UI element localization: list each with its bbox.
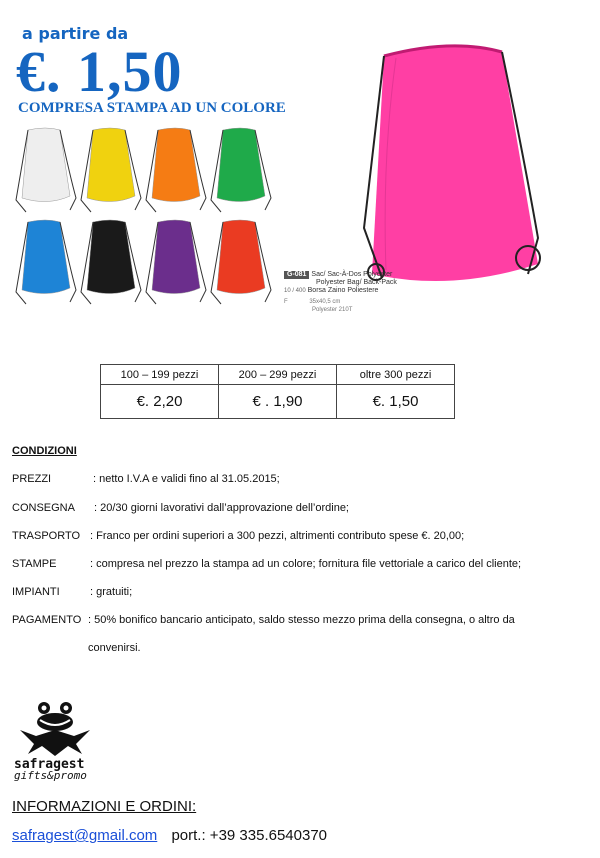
product-size: 35x40,5 cm: [309, 299, 341, 305]
featured-bag-image: [342, 38, 557, 294]
product-name-line: Polyester Bag/ Back-Pack: [316, 279, 397, 286]
price-header: oltre 300 pezzi: [337, 365, 455, 385]
bag-thumbnail: [211, 220, 271, 304]
phone-number: port.: +39 335.6540370: [171, 827, 328, 844]
price-table-price-row: [101, 385, 455, 419]
price-value: €. 1,50: [337, 385, 455, 419]
price-table: [100, 364, 455, 419]
bag-thumbnail: [146, 128, 206, 212]
product-name-line: Borsa Zaino Poliestere: [307, 287, 379, 294]
product-name-line: Sac/ Sac-À-Dos Polyester: [311, 271, 393, 278]
condition-value: : gratuiti;: [90, 586, 133, 598]
price-value: €. 2,20: [101, 385, 219, 419]
condition-value: : compresa nel prezzo la stampa ad un colore; fornitura file vettoriale a carico del cliente;: [90, 558, 522, 570]
bag-color-grid: [10, 122, 282, 312]
bag-thumbnail: [81, 220, 141, 304]
print-marker: F: [284, 299, 288, 305]
condition-label: CONSEGNA: [12, 502, 75, 514]
bag-thumbnail: [211, 128, 271, 212]
condition-value: : Franco per ordini superiori a 300 pezzi, altrimenti contributo spese €. 20,00;: [90, 530, 465, 542]
product-info: [284, 271, 434, 314]
conditions-title: CONDIZIONI: [12, 445, 77, 457]
condition-label: PAGAMENTO: [12, 614, 82, 626]
condition-value-continued: convenirsi.: [88, 642, 141, 654]
bag-thumbnail: [146, 220, 206, 304]
condition-label: STAMPE: [12, 558, 57, 570]
promo-price: €. 1,50: [16, 39, 183, 104]
promo-subtitle: COMPRESA STAMPA AD UN COLORE: [18, 100, 286, 116]
contact-row: [12, 827, 327, 844]
email-link[interactable]: safragest@gmail.com: [12, 827, 158, 844]
product-material: Polyester 210T: [312, 307, 353, 313]
logo-wordmark: safragest: [14, 757, 85, 772]
condition-value: : 50% bonifico bancario anticipato, saldo stesso mezzo prima della consegna, o altro da: [88, 614, 515, 626]
contact-title: INFORMAZIONI E ORDINI:: [12, 798, 197, 815]
price-header: 100 – 199 pezzi: [101, 365, 219, 385]
bag-thumbnail: [16, 220, 76, 304]
promo-pretitle: a partire da: [22, 24, 129, 43]
condition-label: PREZZI: [12, 473, 52, 485]
bag-thumbnail: [16, 128, 76, 212]
price-table-header-row: [101, 365, 455, 385]
product-code-badge: G-081: [284, 271, 309, 279]
condition-value: : netto I.V.A e validi fino al 31.05.2015;: [93, 473, 280, 485]
condition-label: IMPIANTI: [12, 586, 60, 598]
bag-thumbnail: [81, 128, 141, 212]
price-value: € . 1,90: [219, 385, 337, 419]
condition-value: : 20/30 giorni lavorativi dall’approvazione dell’ordine;: [94, 502, 349, 514]
condition-label: TRASPORTO: [12, 530, 81, 542]
logo-tagline: gifts&promo: [14, 769, 87, 782]
price-header: 200 – 299 pezzi: [219, 365, 337, 385]
product-qty: 10 / 400: [284, 288, 306, 294]
